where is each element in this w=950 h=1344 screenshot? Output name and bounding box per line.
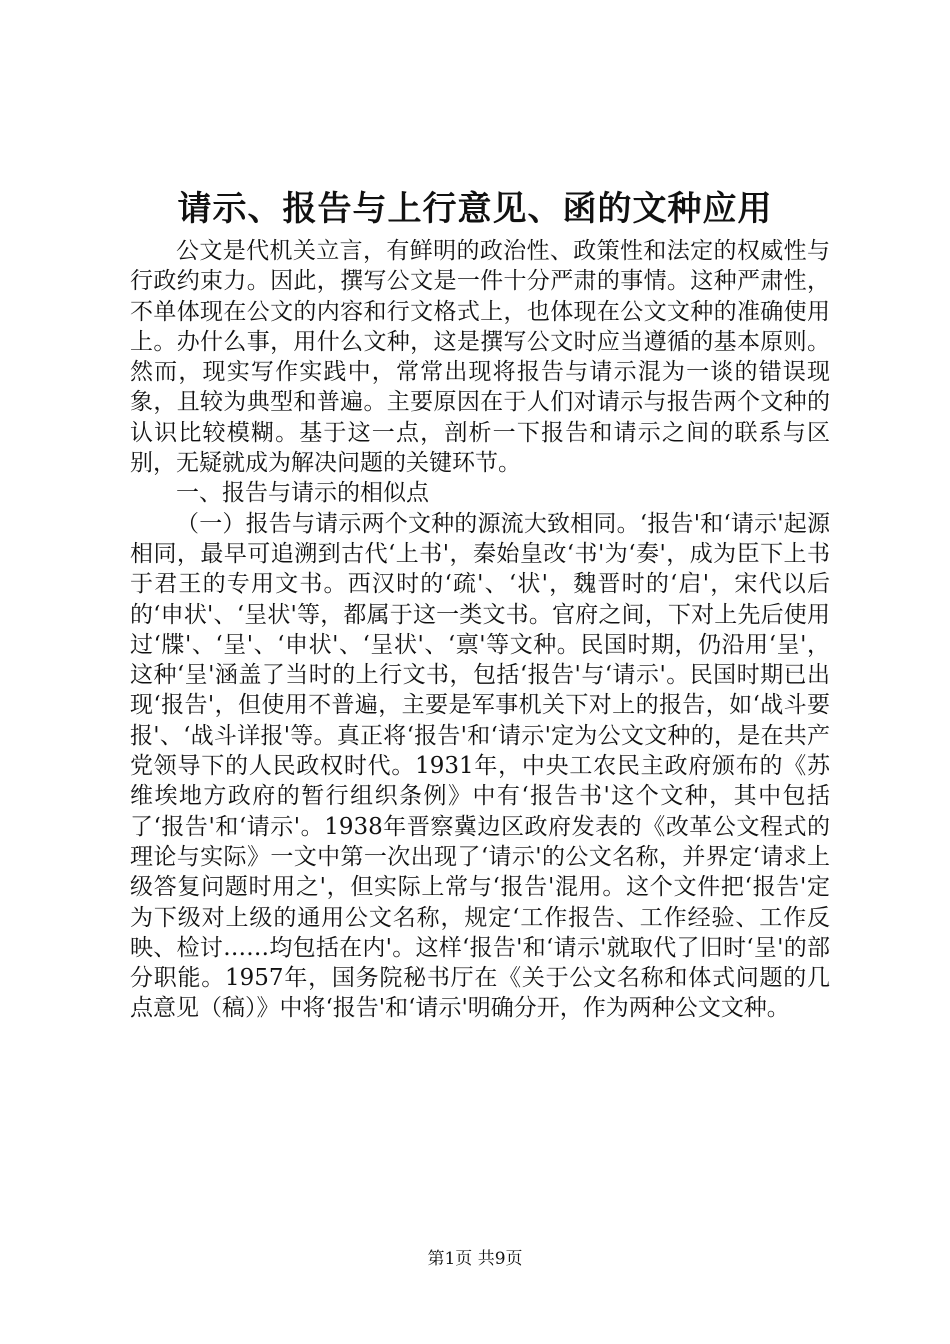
document-body	[130, 236, 830, 1024]
section-heading: 一、报告与请示的相似点	[176, 480, 429, 507]
document-title: 请示、报告与上行意见、函的文种应用	[177, 189, 773, 229]
page-number: 第1页 共9页	[427, 1249, 523, 1269]
paragraph-intro: 公文是代机关立言，有鲜明的政治性、政策性和法定的权威性与行政约束力。因此，撰写公文是一件十分严肃的事情。这种严肃性，不单体现在公文的内容和行文格式上，也体现在公文文种的准确使用上。办什么事，用什么文种，这是撰写公文时应当遵循的基本原则。然而，现实写作实践中，常常出现将报告与请示混为一谈的错误现象，且较为典型和普遍。主要原因在于人们对请示与报告两个文种的认识比较模糊。基于这一点，剖析一下报告和请示之间的联系与区别，无疑就成为解决问题的关键环节。	[130, 238, 830, 477]
paragraph-history: （一）报告与请示两个文种的源流大致相同。‘报告'和‘请示'起源相同，最早可追溯到古代‘上书'，秦始皇改‘书'为‘奏'，成为臣下上书于君王的专用文书。西汉时的‘疏'、‘状'，魏晋时的‘启'，宋代以后的‘申状'、‘呈状'等，都属于这一类文书。官府之间，下对上先后使用过‘牒'、‘呈'、‘申状'、‘呈状'、‘禀'等文种。民国时期，仍沿用‘呈'，这种‘呈'涵盖了当时的上行文书，包括‘报告'与‘请示'。民国时期已出现‘报告'，但使用不普遍，主要是军事机关下对上的报告，如‘战斗要报'、‘战斗详报'等。真正将‘报告'和‘请示'定为公文文种的，是在共产党领导下的人民政权时代。1931年，中央工农民主政府颁布的《苏维埃地方政府的暂行组织条例》中有‘报告书'这个文种，其中包括了‘报告'和‘请示'。1938年晋察冀边区政府发表的《改革公文程式的理论与实际》一文中第一次出现了‘请示'的公文名称，并界定‘请求上级答复问题时用之'，但实际上常与‘报告'混用。这个文件把‘报告'定为下级对上级的通用公文名称，规定‘工作报告、工作经验、工作反映、检讨……均包括在内'。这样‘报告'和‘请示'就取代了旧时‘呈'的部分职能。1957年，国务院秘书厅在《关于公文名称和体式问题的几点意见（稿）》中将‘报告'和‘请示'明确分开，作为两种公文文种。	[130, 510, 830, 1022]
